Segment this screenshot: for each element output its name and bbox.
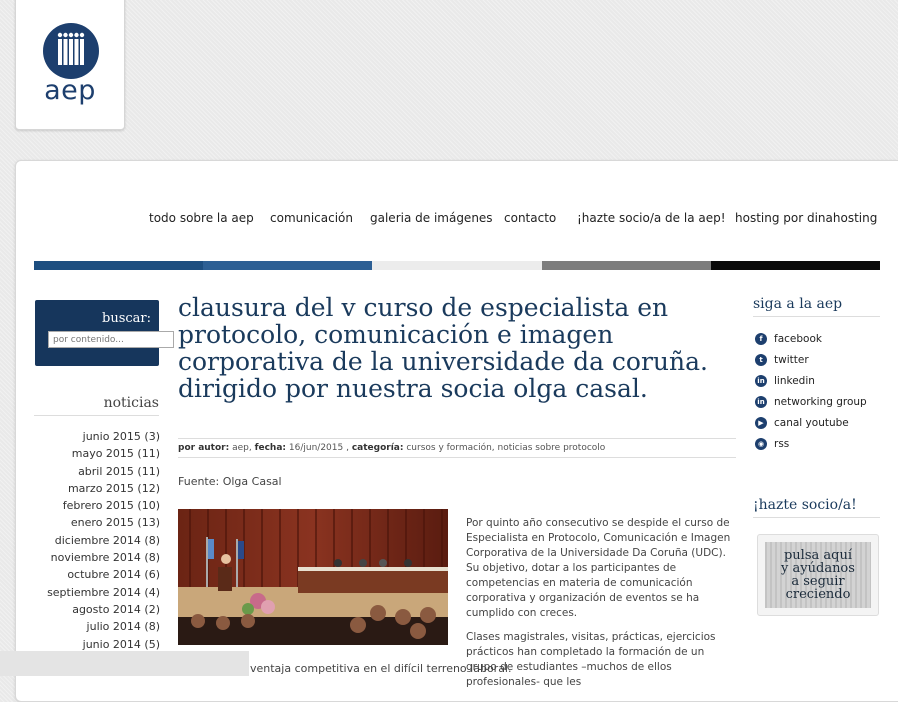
social-link-youtube[interactable] bbox=[755, 412, 885, 433]
post-source: Fuente: Olga Casal bbox=[178, 475, 282, 488]
nav-item-hosting[interactable]: hosting por dinahosting bbox=[735, 211, 878, 225]
social-label: linkedin bbox=[774, 374, 815, 387]
hazte-socio-banner[interactable] bbox=[757, 534, 879, 616]
social-label: twitter bbox=[774, 353, 809, 366]
archive-item[interactable]: diciembre 2014 (8) bbox=[54, 533, 160, 547]
post-title[interactable]: clausura del v curso de especialista en protocolo, comunicación e imagen corporativa de la universidade da coruña. dirigido por nuestra socia olga casal. bbox=[178, 293, 708, 403]
facebook-icon: f bbox=[755, 333, 767, 345]
color-stripe-2 bbox=[203, 261, 372, 270]
nav-item-comunicacion[interactable]: comunicación bbox=[270, 211, 354, 225]
social-label: rss bbox=[774, 437, 790, 450]
color-stripe-3 bbox=[372, 261, 541, 270]
rss-icon: ◉ bbox=[755, 438, 767, 450]
archive-item[interactable]: agosto 2014 (2) bbox=[72, 602, 160, 616]
social-link-facebook[interactable] bbox=[755, 328, 885, 349]
social-link-rss[interactable] bbox=[755, 433, 885, 454]
social-link-twitter[interactable] bbox=[755, 349, 885, 370]
post-paragraph: Clases magistrales, visitas, prácticas, ejercicios prácticos han completado la formación de un grupo de estudiantes –muchos de ellos profesionales- que les bbox=[466, 631, 716, 688]
archive-list bbox=[34, 428, 160, 653]
social-link-linkedin[interactable] bbox=[755, 370, 885, 391]
search-label: buscar: bbox=[102, 311, 151, 326]
meta-categories[interactable]: cursos y formación, noticias sobre protocolo bbox=[406, 443, 606, 453]
archive-item[interactable]: noviembre 2014 (8) bbox=[50, 551, 160, 565]
nav-item-galeria-de-imagenes[interactable]: galeria de imágenes bbox=[370, 211, 493, 225]
banner-line: pulsa aquí bbox=[783, 548, 852, 563]
post-photo bbox=[178, 509, 448, 645]
twitter-icon: t bbox=[755, 354, 767, 366]
search-input[interactable] bbox=[48, 331, 174, 348]
archive-item[interactable]: enero 2015 (13) bbox=[70, 516, 160, 530]
linkedin-icon: in bbox=[755, 375, 767, 387]
meta-date: 16/jun/2015 bbox=[288, 443, 344, 453]
archive-item[interactable]: junio 2015 (3) bbox=[82, 430, 160, 443]
meta-author-label: por autor: bbox=[178, 443, 230, 453]
color-stripe-5 bbox=[711, 261, 880, 270]
status-overlay-bar bbox=[0, 651, 249, 676]
social-link-networking-group[interactable] bbox=[755, 391, 885, 412]
noticias-heading: noticias bbox=[34, 395, 159, 416]
post-paragraph-continued: ventaja competitiva en el difícil terreno laboral. bbox=[250, 662, 512, 675]
meta-date-label: fecha: bbox=[254, 443, 287, 453]
post-paragraph: Por quinto año consecutivo se despide el curso de Especialista en Protocolo, Comunicación e Imagen Corporativa de la Universidade Da Coruña (UDC). Su objetivo, dotar a los participantes de competencias en materia de comunicación corporativa y organización de eventos se ha cumplido con creces. bbox=[466, 517, 731, 619]
logo-text: aep bbox=[44, 75, 96, 106]
linkedin-icon: in bbox=[755, 396, 767, 408]
archive-item[interactable]: octubre 2014 (6) bbox=[67, 568, 160, 582]
banner-image bbox=[765, 542, 871, 608]
color-stripe-4 bbox=[542, 261, 711, 270]
archive-item[interactable]: junio 2014 (5) bbox=[82, 637, 160, 651]
banner-line: y ayúdanos bbox=[781, 561, 855, 576]
color-stripe-1 bbox=[34, 261, 203, 270]
youtube-icon: ▶ bbox=[755, 417, 767, 429]
banner-line: creciendo bbox=[785, 587, 851, 602]
archive-item[interactable]: abril 2015 (11) bbox=[78, 464, 160, 478]
meta-category-label: categoría: bbox=[351, 443, 404, 453]
social-label: networking group bbox=[774, 395, 867, 408]
nav-item-hazte-socio[interactable]: ¡hazte socio/a de la aep! bbox=[577, 211, 726, 225]
aep-logo-icon bbox=[43, 23, 99, 79]
nav-item-todo-sobre-la-aep[interactable]: todo sobre la aep bbox=[149, 211, 254, 225]
archive-item[interactable]: marzo 2015 (12) bbox=[67, 481, 160, 495]
archive-item[interactable]: mayo 2015 (11) bbox=[71, 447, 160, 461]
color-stripe-bar bbox=[34, 261, 880, 270]
social-label: canal youtube bbox=[774, 416, 849, 429]
archive-item[interactable]: julio 2014 (8) bbox=[86, 620, 160, 634]
post-meta: por autor: aep, fecha: 16/jun/2015 , categoría: cursos y formación, noticias sobre protocolo bbox=[178, 438, 736, 458]
archive-item[interactable]: febrero 2015 (10) bbox=[62, 499, 160, 513]
meta-author[interactable]: aep bbox=[232, 443, 249, 453]
hazte-socio-heading: ¡hazte socio/a! bbox=[753, 497, 880, 518]
banner-line: a seguir bbox=[791, 574, 845, 589]
social-links bbox=[755, 328, 885, 454]
social-label: facebook bbox=[774, 332, 822, 345]
archive-item[interactable]: septiembre 2014 (4) bbox=[47, 585, 160, 599]
logo-card[interactable] bbox=[15, 0, 125, 130]
siga-heading: siga a la aep bbox=[753, 296, 880, 317]
nav-item-contacto[interactable]: contacto bbox=[504, 211, 557, 225]
